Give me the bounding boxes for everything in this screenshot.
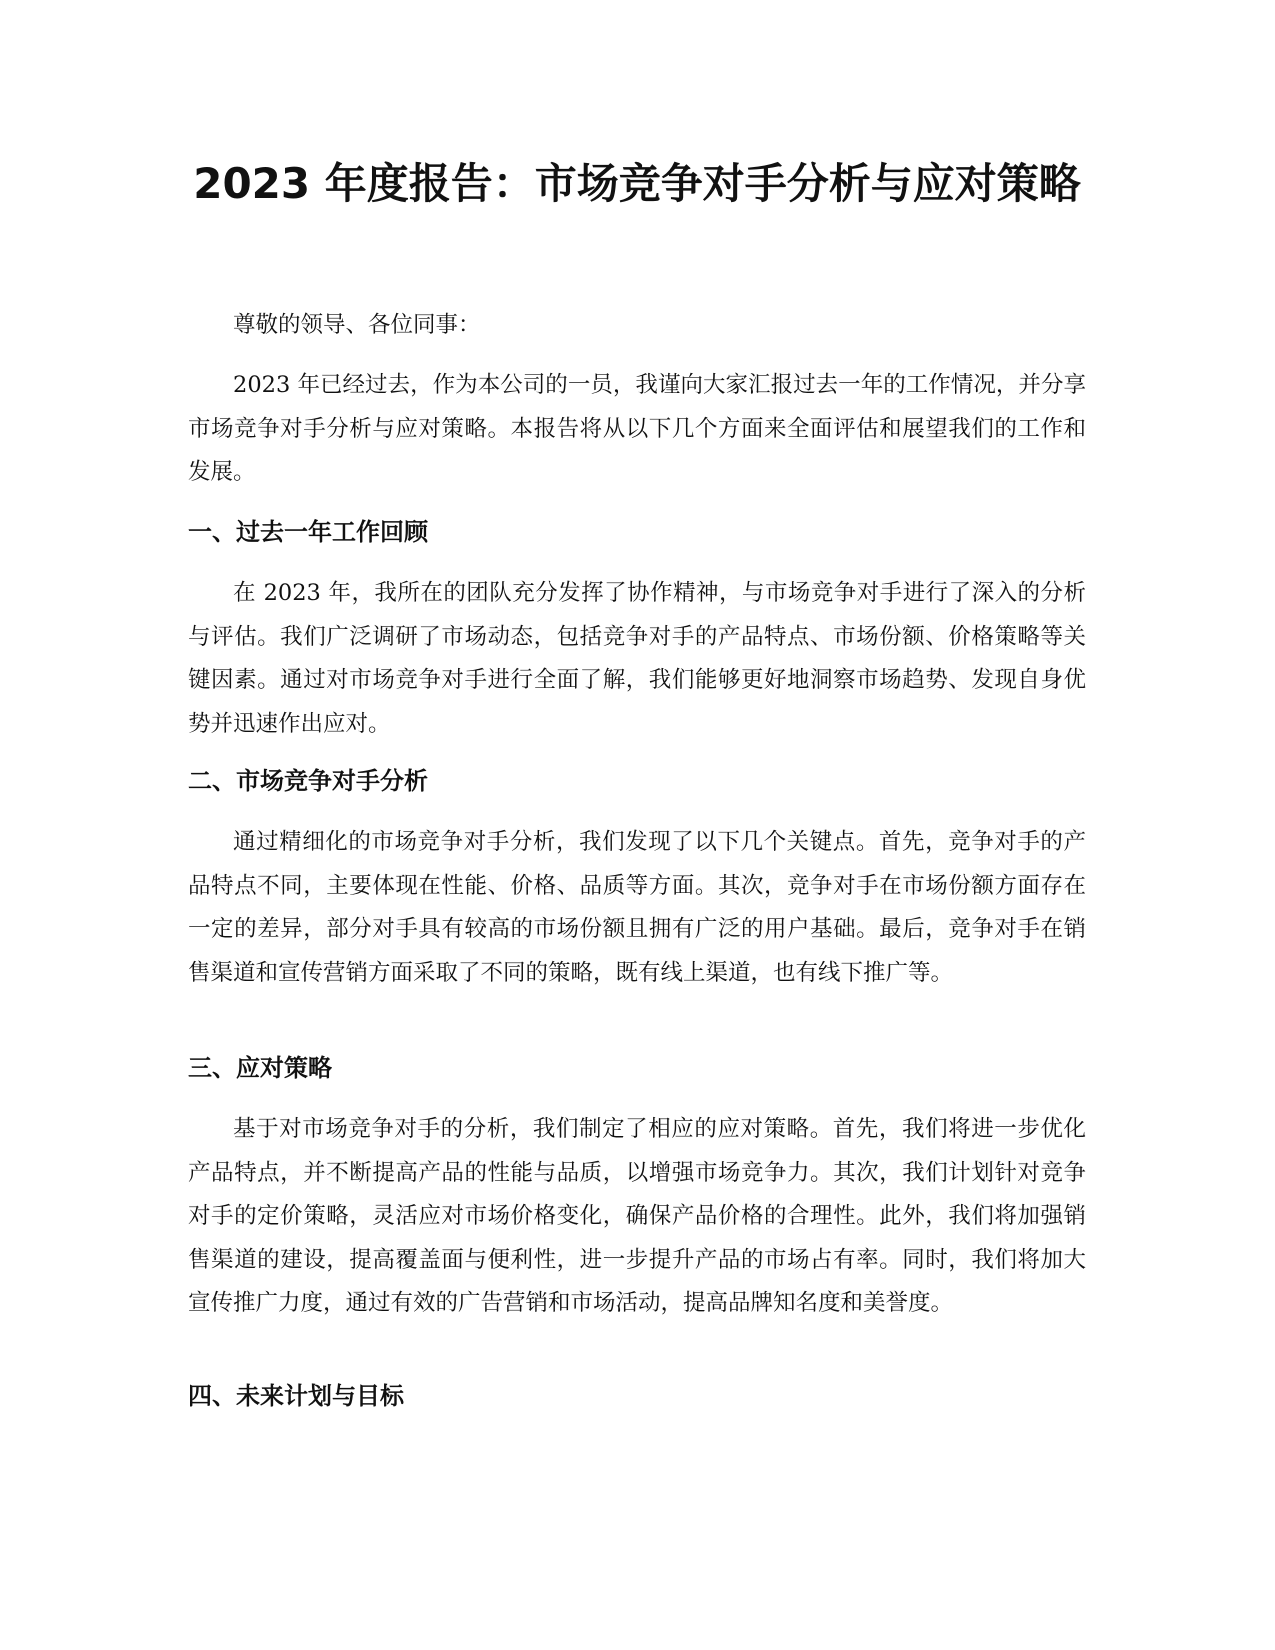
section-body-competitor-analysis: 通过精细化的市场竞争对手分析，我们发现了以下几个关键点。首先，竞争对手的产品特点不同，主要体现在性能、价格、品质等方面。其次，竞争对手在市场份额方面存在一定的差异，部分对手具有较高的市场份额且拥有广泛的用户基础。最后，竞争对手在销售渠道和宣传营销方面采取了不同的策略，既有线上渠道，也有线下推广等。: [188, 829, 1086, 986]
section-body-strategy: 基于对市场竞争对手的分析，我们制定了相应的应对策略。首先，我们将进一步优化产品特点，并不断提高产品的性能与品质，以增强市场竞争力。其次，我们计划针对竞争对手的定价策略，灵活应对市场价格变化，确保产品价格的合理性。此外，我们将加强销售渠道的建设，提高覆盖面与便利性，进一步提升产品的市场占有率。同时，我们将加大宣传推广力度，通过有效的广告营销和市场活动，提高品牌知名度和美誉度。: [188, 1116, 1086, 1316]
intro-paragraph: 2023 年已经过去，作为本公司的一员，我谨向大家汇报过去一年的工作情况，并分享市场竞争对手分析与应对策略。本报告将从以下几个方面来全面评估和展望我们的工作和发展。: [188, 372, 1086, 485]
document-page: [188, 0, 1086, 1650]
section-heading-future-plans: 四、未来计划与目标: [188, 1382, 404, 1410]
section-heading-strategy: 三、应对策略: [188, 1054, 332, 1082]
section-heading-competitor-analysis: 二、市场竞争对手分析: [188, 767, 428, 795]
greeting-paragraph: 尊敬的领导、各位同事：: [233, 312, 481, 338]
document-title: 2023 年度报告：市场竞争对手分析与应对策略: [193, 159, 1081, 208]
section-heading-review: 一、过去一年工作回顾: [188, 518, 428, 546]
section-body-review: 在 2023 年，我所在的团队充分发挥了协作精神，与市场竞争对手进行了深入的分析与评估。我们广泛调研了市场动态，包括竞争对手的产品特点、市场份额、价格策略等关键因素。通过对市场竞争对手进行全面了解，我们能够更好地洞察市场趋势、发现自身优势并迅速作出应对。: [188, 580, 1086, 737]
